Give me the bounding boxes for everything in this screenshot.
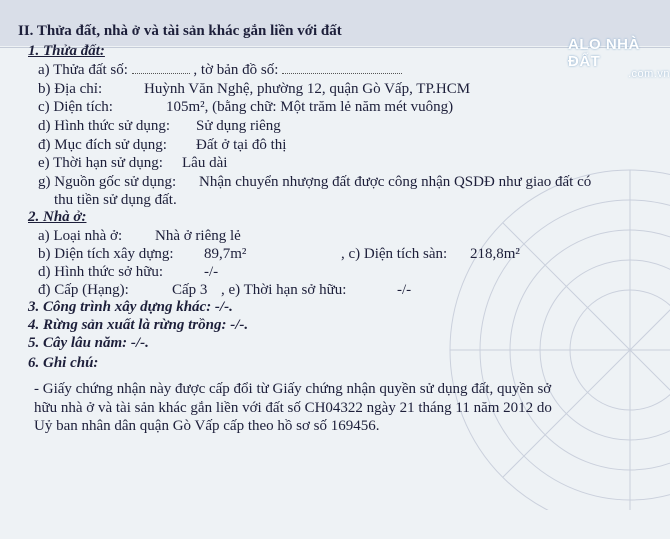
house-e-label: , e) Thời hạn sở hữu: <box>221 282 347 298</box>
land-b-label: b) Địa chỉ: <box>38 81 103 97</box>
note-line-2: hữu nhà ở và tài sản khác gắn liền với đất số CH04322 ngày 21 tháng 11 năm 2012 do <box>34 400 552 416</box>
house-b-label: b) Diện tích xây dựng: <box>38 246 174 262</box>
land-heading-text: 1. Thửa đất: <box>28 43 105 59</box>
land-heading <box>28 42 105 60</box>
guilloche-pattern <box>420 150 670 510</box>
land-dd-value: Đất ở tại đô thị <box>196 137 287 153</box>
land-dd-label: đ) Mục đích sử dụng: <box>38 137 167 153</box>
house-a-label: a) Loại nhà ở: <box>38 228 123 244</box>
alonhadat-watermark <box>568 36 670 80</box>
house-c-label: , c) Diện tích sàn: <box>341 246 448 262</box>
note-line-3: Uỷ ban nhân dân quận Gò Vấp cấp theo hồ sơ số 169456. <box>34 418 380 434</box>
land-g-value: Nhận chuyển nhượng đất được công nhận QSDĐ như giao đất có <box>199 174 592 190</box>
watermark-domain: .com.vn <box>627 68 670 80</box>
house-dd-value: Cấp 3 <box>172 282 208 298</box>
house-d-label: d) Hình thức sở hữu: <box>38 264 164 280</box>
house-c-value: 218,8m² <box>470 246 520 262</box>
land-b <box>38 80 102 98</box>
land-c-label: c) Diện tích: <box>38 99 113 115</box>
section-3: 3. Công trình xây dựng khác: -/-. <box>28 299 233 315</box>
land-g-value2: thu tiền sử dụng đất. <box>54 192 177 208</box>
house-b-value: 89,7m² <box>204 246 247 262</box>
house-dd-label: đ) Cấp (Hạng): <box>38 282 129 298</box>
land-a-label: a) Thửa đất số: <box>38 62 128 78</box>
house-d-value: -/- <box>204 264 219 280</box>
land-d-label: d) Hình thức sử dụng: <box>38 118 171 134</box>
section-5: 5. Cây lâu năm: -/-. <box>28 335 149 351</box>
house-heading-text: 2. Nhà ở: <box>28 209 87 225</box>
section-4: 4. Rừng sản xuất là rừng trồng: -/-. <box>28 317 249 333</box>
land-e-value: Lâu dài <box>182 155 228 171</box>
land-a <box>38 61 402 79</box>
land-d-value: Sử dụng riêng <box>196 118 281 134</box>
section-6: 6. Ghi chú: <box>28 355 99 371</box>
note-line-1: - Giấy chứng nhận này được cấp đổi từ Giấy chứng nhận quyền sử dụng đất, quyền sở <box>34 381 552 397</box>
section-title: II. Thửa đất, nhà ở và tài sản khác gắn liền với đất <box>18 23 342 39</box>
land-b-value: Huỳnh Văn Nghệ, phường 12, quận Gò Vấp, TP.HCM <box>144 81 471 97</box>
land-c-value: 105m², (bằng chữ: Một trăm lẻ năm mét vuông) <box>166 99 454 115</box>
house-heading <box>28 208 86 226</box>
house-a-value: Nhà ở riêng lẻ <box>155 228 241 244</box>
land-a-blank <box>132 73 190 74</box>
watermark-brand: ALO NHÀ ĐẤT <box>568 36 640 70</box>
land-a-blank2 <box>282 73 402 74</box>
house-e-value: -/- <box>397 282 412 298</box>
land-e-label: e) Thời hạn sử dụng: <box>38 155 163 171</box>
land-g-label: g) Nguồn gốc sử dụng: <box>38 174 177 190</box>
land-a-value: , tờ bản đồ số: <box>193 62 279 78</box>
